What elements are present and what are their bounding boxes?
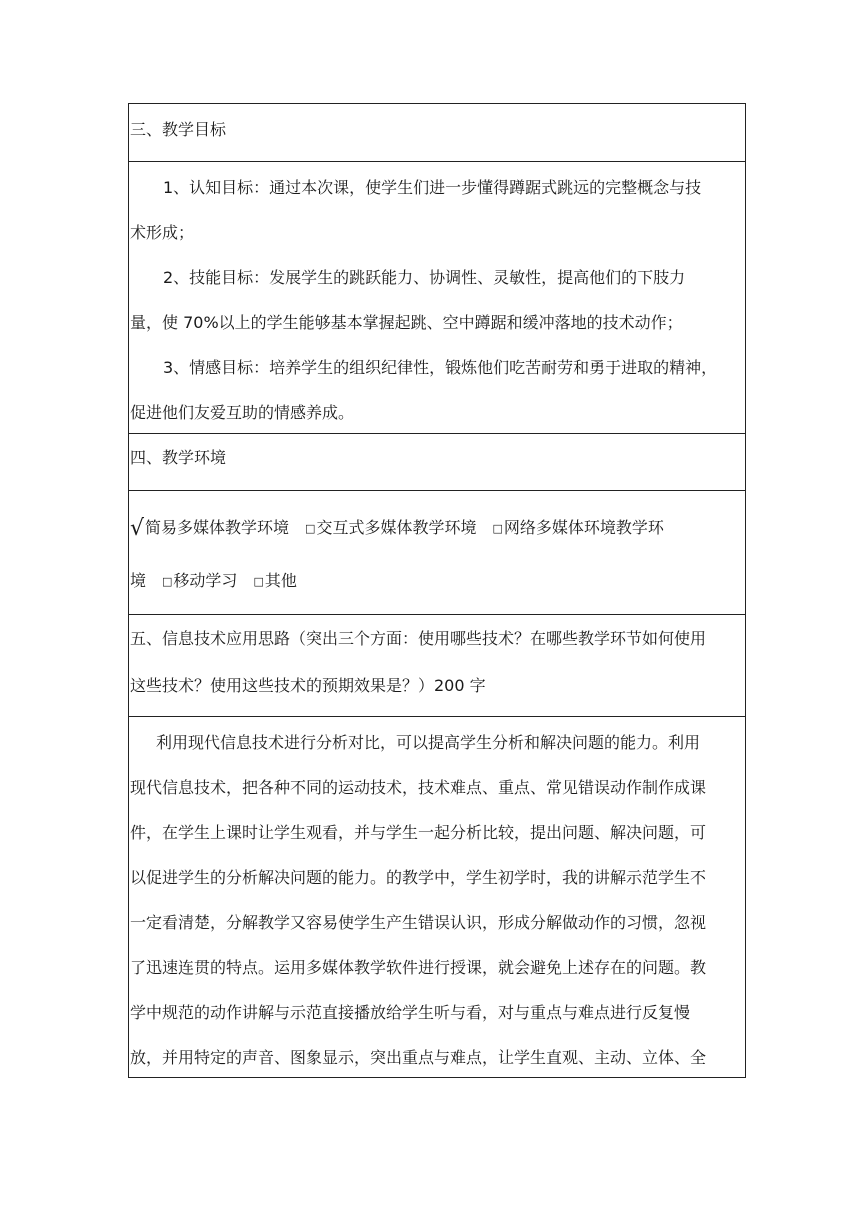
it-body-line: 现代信息技术，把各种不同的运动技术，技术难点、重点、常见错误动作制作成课 xyxy=(130,778,707,797)
lesson-plan-table xyxy=(128,103,746,1078)
affective-goal-line-2: 促进他们友爱互助的情感养成。 xyxy=(130,403,355,422)
it-body-line: 学中规范的动作讲解与示范直接播放给学生听与看，对与重点与难点进行反复慢 xyxy=(130,1003,691,1022)
teaching-goals-body-row xyxy=(129,162,745,434)
env-options-line-1 xyxy=(130,517,745,540)
teaching-goals-heading: 三、教学目标 xyxy=(130,120,227,139)
teaching-goals-heading-row xyxy=(129,104,745,162)
teaching-env-heading-row xyxy=(129,434,745,491)
env-option-simple-multimedia: 简易多媒体教学环境 xyxy=(145,518,290,537)
checkbox-icon: □ xyxy=(305,522,316,535)
it-body-line: 以促进学生的分析解决问题的能力。的教学中，学生初学时，我的讲解示范学生不 xyxy=(130,868,707,887)
teaching-env-heading: 四、教学环境 xyxy=(130,448,227,467)
cognitive-goal-line-1: 1、认知目标：通过本次课，使学生们进一步懂得蹲踞式跳远的完整概念与技 xyxy=(163,178,702,197)
it-body-line: 放，并用特定的声音、图象显示，突出重点与难点，让学生直观、主动、立体、全 xyxy=(130,1048,707,1067)
it-application-body-row xyxy=(129,717,745,1077)
it-body-line: 一定看清楚，分解教学又容易使学生产生错误认识，形成分解做动作的习惯，忽视 xyxy=(130,913,707,932)
cognitive-goal-line-2: 术形成； xyxy=(130,223,195,242)
it-application-heading-line-1: 五、信息技术应用思路（突出三个方面：使用哪些技术？在哪些教学环节如何使用 xyxy=(130,629,707,648)
skill-goal-line-2: 量，使 70%以上的学生能够基本掌握起跳、空中蹲踞和缓冲落地的技术动作； xyxy=(130,313,683,332)
checkbox-icon: □ xyxy=(492,522,503,535)
env-option-other: 其他 xyxy=(264,571,297,590)
env-options-line-2 xyxy=(130,571,745,593)
env-option-network-multimedia: 网络多媒体环境教学环 xyxy=(503,518,664,537)
checkbox-icon: □ xyxy=(253,575,264,588)
skill-goal-line-1: 2、技能目标：发展学生的跳跃能力、协调性、灵敏性，提高他们的下肢力 xyxy=(163,268,686,287)
env-option-mobile-learning: 移动学习 xyxy=(173,571,238,590)
checkbox-icon: □ xyxy=(162,575,173,588)
env-option-interactive-multimedia: 交互式多媒体教学环境 xyxy=(316,518,477,537)
it-body-line: 件，在学生上课时让学生观看，并与学生一起分析比较，提出问题、解决问题，可 xyxy=(130,823,707,842)
env-option-network-multimedia-cont: 境 xyxy=(130,571,147,590)
it-application-heading-line-2: 这些技术？使用这些技术的预期效果是？）200 字 xyxy=(130,676,486,695)
affective-goal-line-1: 3、情感目标：培养学生的组织纪律性，锻炼他们吃苦耐劳和勇于进取的精神， xyxy=(163,358,718,377)
teaching-env-options-row xyxy=(129,491,745,615)
it-body-line: 利用现代信息技术进行分析对比，可以提高学生分析和解决问题的能力。利用 xyxy=(156,733,701,752)
checkmark-icon: √ xyxy=(130,516,145,541)
it-application-heading-row xyxy=(129,615,745,717)
it-body-line: 了迅速连贯的特点。运用多媒体教学软件进行授课，就会避免上述存在的问题。教 xyxy=(130,958,707,977)
